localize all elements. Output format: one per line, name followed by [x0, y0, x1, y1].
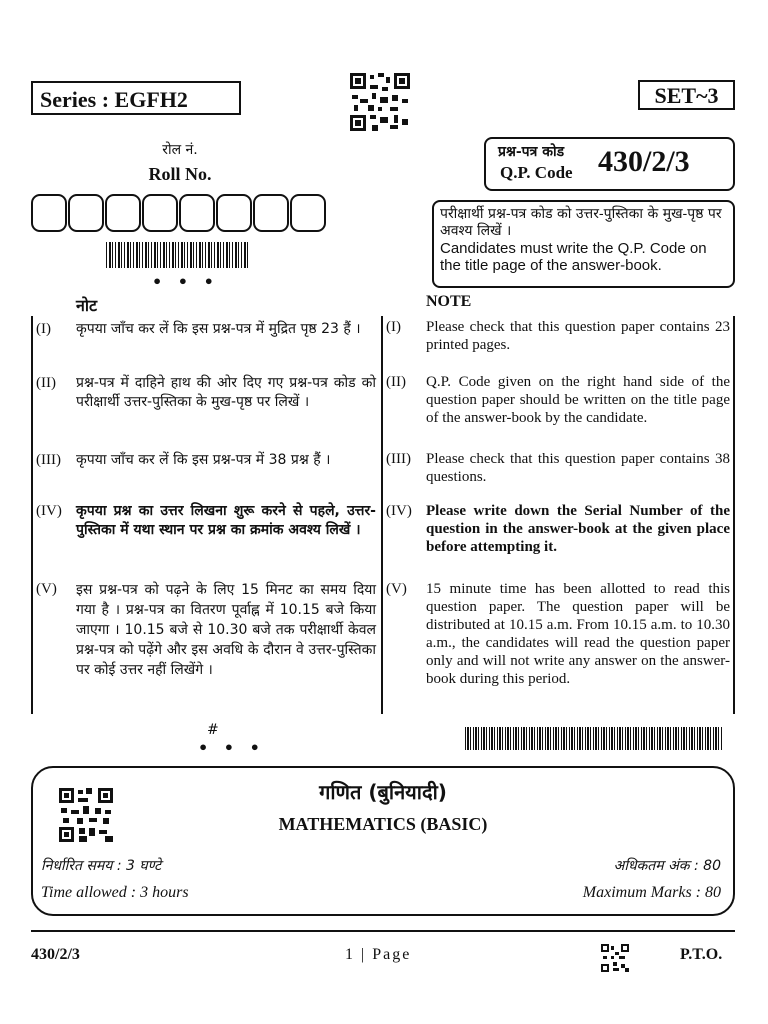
page-number: 1 | Page: [345, 946, 412, 963]
roll-digit-box[interactable]: [216, 194, 252, 232]
roll-digit-box[interactable]: [68, 194, 104, 232]
note-item-number: (IV): [36, 503, 62, 519]
note-item-number: (III): [36, 452, 61, 468]
time-allowed-hi: निर्धारित समय : 3 घण्टे: [41, 858, 162, 874]
barcode-icon: [106, 242, 248, 268]
note-item-number: (IV): [386, 503, 412, 519]
candidate-notice-hi: परीक्षार्थी प्रश्न-पत्र कोड को उत्तर-पुस्तिका के मुख-पृष्ठ पर अवश्य लिखें ।: [440, 206, 722, 239]
roll-digit-box[interactable]: [179, 194, 215, 232]
footer-code: 430/2/3: [31, 946, 80, 963]
roll-number-boxes[interactable]: [31, 194, 326, 232]
candidate-notice-box: [432, 200, 735, 288]
qr-code-icon: [601, 944, 629, 972]
note-item-hi: [36, 451, 376, 497]
note-item-text: 15 minute time has been allotted to read this question paper. The question paper will be distributed at 10.15 a.m. From 10.15 a.m. to 10.30 a.m., the candidates will read the question paper only and will not write any answer on the answer-book during this period.: [426, 581, 730, 687]
note-item-text: प्रश्न-पत्र में दाहिने हाथ की ओर दिए गए प्रश्न-पत्र कोड को परीक्षार्थी उत्तर-पुस्तिका के मुख-पृष्ठ पर लिखें ।: [76, 375, 376, 410]
note-item-number: (III): [386, 451, 411, 467]
note-heading-hi: नोट: [76, 296, 98, 315]
note-item-hi: [36, 320, 376, 366]
note-item-number: (II): [36, 375, 56, 391]
footer-divider: [31, 930, 735, 932]
subject-box: [31, 766, 735, 916]
set-label: SET~3: [638, 80, 735, 110]
right-column-line: [733, 316, 735, 714]
middle-column-line: [381, 316, 383, 714]
pto-label: P.T.O.: [680, 946, 723, 963]
note-item-text: कृपया जाँच कर लें कि इस प्रश्न-पत्र में मुद्रित पृष्ठ 23 हैं ।: [76, 321, 361, 337]
roll-digit-box[interactable]: [105, 194, 141, 232]
note-item-text: कृपया प्रश्न का उत्तर लिखना शुरू करने से पहले, उत्तर-पुस्तिका में यथा स्थान पर प्रश्न का क्रमांक अवश्य लिखें ।: [76, 503, 376, 538]
separator-dots: • • •: [198, 738, 265, 757]
note-item-number: (II): [386, 374, 406, 390]
note-item-text: Please write down the Serial Number of the question in the answer-book at the given place before attempting it.: [426, 503, 730, 555]
note-item-hi: [36, 374, 376, 438]
series-label: Series : EGFH2: [31, 81, 241, 115]
roll-no-label-hi: रोल नं.: [162, 142, 198, 158]
note-item-number: (I): [386, 319, 401, 335]
qp-code-label: Q.P. Code: [500, 163, 573, 182]
note-item-hi: [36, 502, 376, 566]
separator-dots: • • •: [152, 272, 219, 291]
note-item-text: Q.P. Code given on the right hand side of the question paper should be written on the title page of the answer-book by the candidate.: [426, 374, 730, 426]
note-heading-en: NOTE: [426, 293, 472, 310]
note-item-text: कृपया जाँच कर लें कि इस प्रश्न-पत्र में 38 प्रश्न हैं ।: [76, 452, 331, 468]
note-item-number: (I): [36, 321, 51, 337]
subject-title: MATHEMATICS (BASIC): [278, 814, 488, 834]
barcode-icon: [465, 727, 723, 750]
roll-digit-box[interactable]: [290, 194, 326, 232]
hash-mark: #: [207, 722, 219, 738]
left-column-line: [31, 316, 33, 714]
roll-digit-box[interactable]: [253, 194, 289, 232]
roll-no-label: Roll No.: [148, 164, 212, 184]
qp-code-label-hi: प्रश्न-पत्र कोड: [498, 144, 565, 160]
subject-title-hi: गणित (बुनियादी): [319, 780, 447, 804]
roll-digit-box[interactable]: [142, 194, 178, 232]
qr-code-icon: [350, 73, 410, 131]
note-item-text: Please check that this question paper contains 23 printed pages.: [426, 319, 730, 353]
max-marks-hi: अधिकतम अंक : 80: [613, 858, 721, 874]
candidate-notice-en: Candidates must write the Q.P. Code on the title page of the answer-book.: [440, 240, 707, 274]
note-item-hi: [36, 580, 376, 710]
qp-code-value: 430/2/3: [598, 145, 690, 178]
note-item-text: इस प्रश्न-पत्र को पढ़ने के लिए 15 मिनट का समय दिया गया है । प्रश्न-पत्र का वितरण पूर्वाह्न में 10.15 बजे किया जाएगा । 10.15 बजे से 10.30 बजे तक परीक्षार्थी केवल प्रश्न-पत्र को पढ़ेंगे और इस अवधि के दौरान वे उत्तर-पुस्तिका पर कोई उत्तर नहीं लिखेंगे ।: [76, 582, 376, 678]
max-marks: Maximum Marks : 80: [582, 884, 721, 901]
note-item-number: (V): [386, 581, 407, 597]
time-allowed: Time allowed : 3 hours: [41, 884, 189, 901]
note-item-number: (V): [36, 581, 57, 597]
roll-digit-box[interactable]: [31, 194, 67, 232]
note-item-text: Please check that this question paper contains 38 questions.: [426, 451, 730, 485]
qp-code-box: [484, 137, 735, 191]
